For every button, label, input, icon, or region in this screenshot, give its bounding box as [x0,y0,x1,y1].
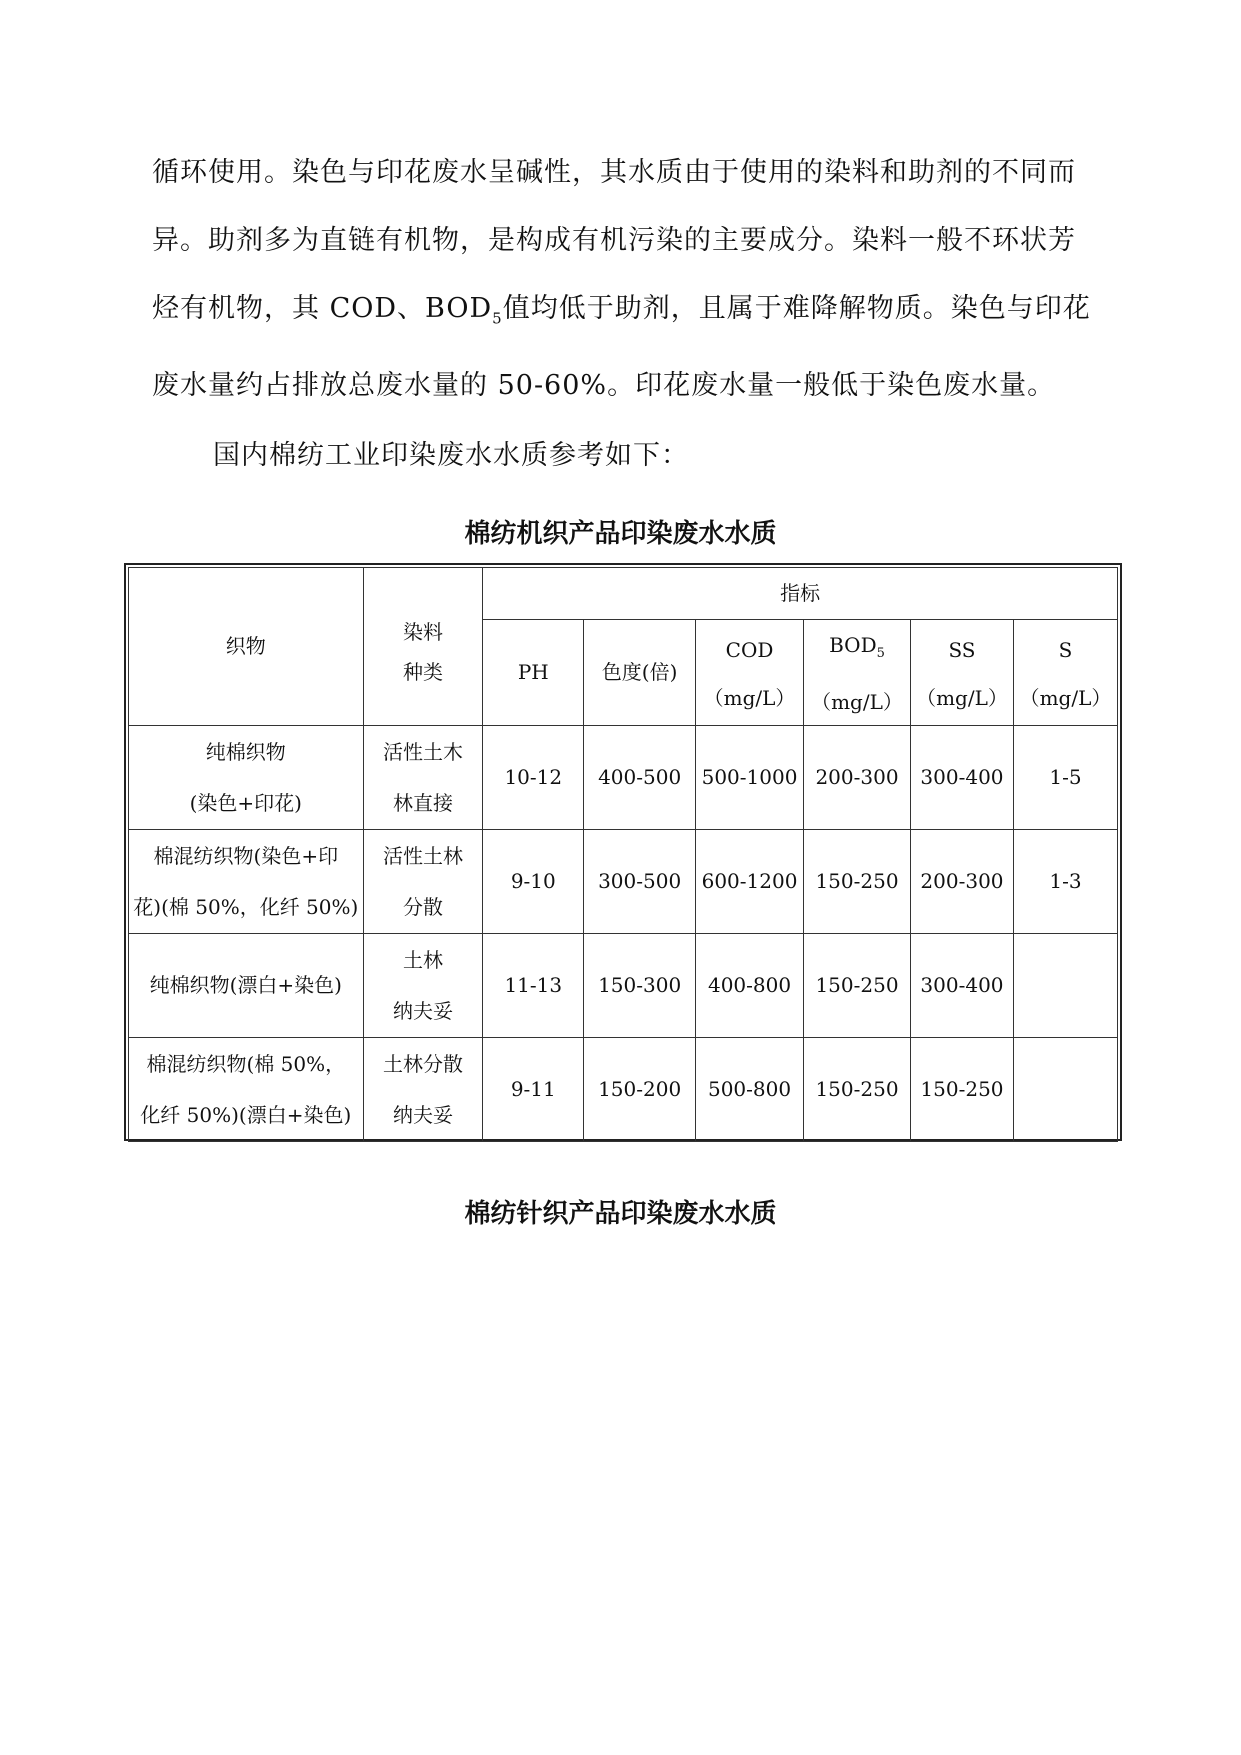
cell-s: 1-5 [1013,726,1117,830]
header-cod: COD （mg/L） [696,620,804,726]
cell-ss: 300-400 [910,934,1013,1038]
body-paragraph [152,139,1102,420]
table-row [129,726,1118,830]
cell-fabric: 纯棉织物(漂白+染色) [129,934,364,1038]
paragraph-line-4: 废水量约占排放总废水量的 50-60%。印花废水量一般低于染色废水量。 [152,370,1056,402]
cell-cod: 500-800 [696,1038,804,1142]
table-row [129,934,1118,1038]
cell-ph: 11-13 [483,934,584,1038]
paragraph-line-3: 烃有机物，其 COD、$BOD_5$值均低于助剂，且属于难降解物质。染色与印花 [152,293,1091,328]
header-ph: PH [483,620,584,726]
cell-s: 1-3 [1013,830,1117,934]
cell-ph: 9-10 [483,830,584,934]
cell-ph: 9-11 [483,1038,584,1142]
cell-color: 150-200 [584,1038,696,1142]
cell-cod: 500-1000 [696,726,804,830]
cell-dye: 土林 纳夫妥 [363,934,483,1038]
header-dye-type: 染料 种类 [363,568,483,726]
cell-ss: 300-400 [910,726,1013,830]
header-ss: SS （mg/L） [910,620,1013,726]
paragraph-line-2: 异。助剂多为直链有机物，是构成有机污染的主要成分。染料一般不环状芳 [152,225,1076,256]
table-row [129,1038,1118,1142]
table-intro: 国内棉纺工业印染废水水质参考如下： [213,440,689,471]
table1 [128,567,1118,1142]
cell-ph: 10-12 [483,726,584,830]
paragraph-line-1: 循环使用。染色与印花废水呈碱性，其水质由于使用的染料和助剂的不同而 [152,157,1076,188]
cell-color: 300-500 [584,830,696,934]
cell-bod5: 150-250 [804,1038,911,1142]
table1-caption: 棉纺机织产品印染废水水质 [464,519,777,549]
cell-dye: 土林分散 纳夫妥 [363,1038,483,1142]
header-s: S （mg/L） [1013,620,1117,726]
table-row [129,830,1118,934]
cell-fabric: 棉混纺织物(棉 50%， 化纤 50%)(漂白+染色) [129,1038,364,1142]
cell-bod5: 200-300 [804,726,911,830]
cell-dye: 活性土林 分散 [363,830,483,934]
header-bod5: $BOD_5$ （mg/L） [804,620,911,726]
cell-bod5: 150-250 [804,934,911,1038]
header-color: 色度(倍) [584,620,696,726]
cell-s [1013,1038,1117,1142]
cell-fabric: 纯棉织物 (染色+印花) [129,726,364,830]
cell-dye: 活性土木 林直接 [363,726,483,830]
cell-cod: 400-800 [696,934,804,1038]
cell-ss: 200-300 [910,830,1013,934]
header-indicator: 指标 [483,568,1118,620]
table2-caption: 棉纺针织产品印染废水水质 [464,1199,777,1229]
cell-fabric: 棉混纺织物(染色+印 花)(棉 50%，化纤 50%) [129,830,364,934]
cell-s [1013,934,1117,1038]
cell-color: 150-300 [584,934,696,1038]
cell-ss: 150-250 [910,1038,1013,1142]
cell-bod5: 150-250 [804,830,911,934]
cell-cod: 600-1200 [696,830,804,934]
table1-frame [124,563,1122,1141]
cell-color: 400-500 [584,726,696,830]
header-fabric: 织物 [129,568,364,726]
